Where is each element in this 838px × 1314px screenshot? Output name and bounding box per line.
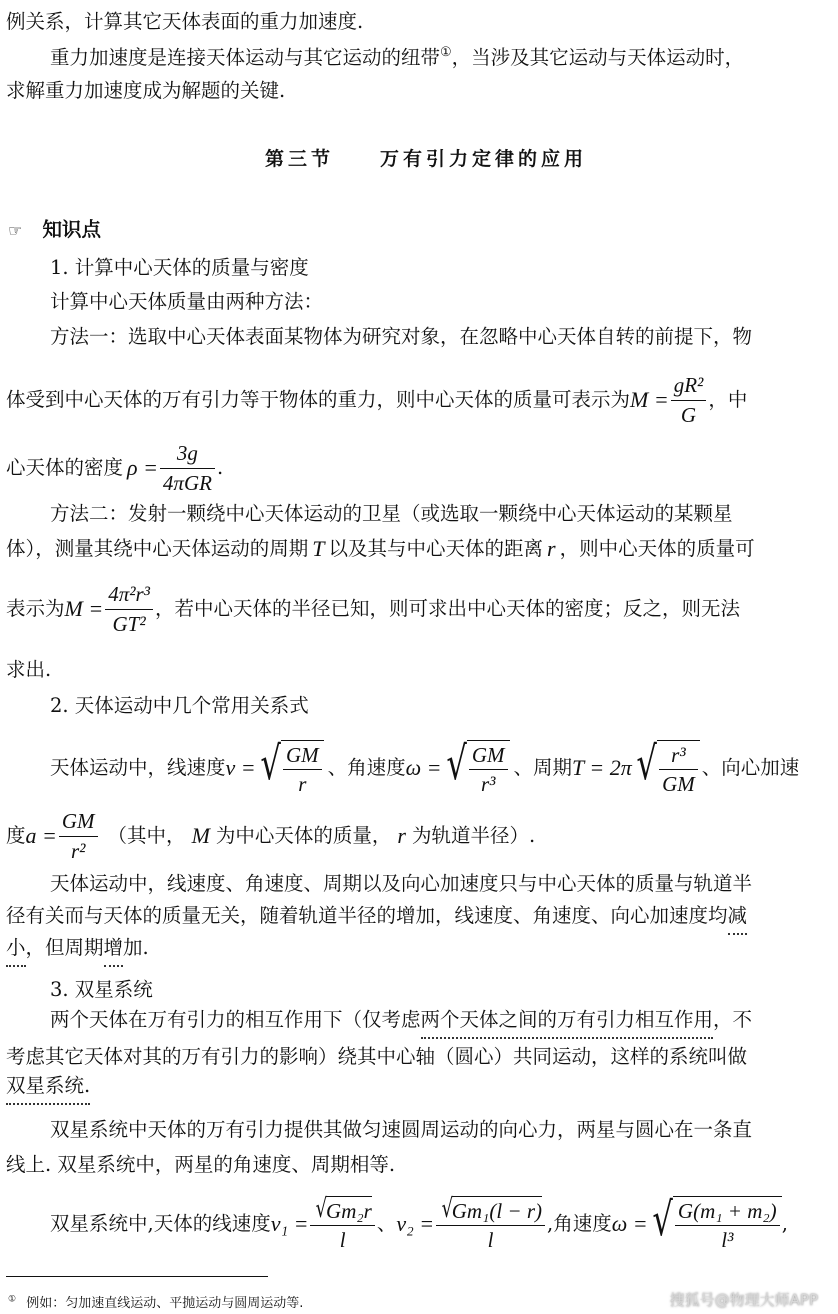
fraction-numerator: r³	[659, 743, 698, 770]
paragraph-text: ，若中心天体的半径已知，则可求出中心天体的密度；反之，则无法	[154, 597, 740, 621]
text-line	[6, 12, 363, 32]
paragraph-text: 体），测量其绕中心天体运动的周期	[6, 537, 309, 561]
square-root: √ $\frac{GM}{\text{r³}}$	[442, 740, 510, 796]
fraction-denominator: r	[298, 772, 307, 796]
text-line	[6, 81, 285, 101]
text-line	[6, 440, 223, 496]
paragraph-text: 方法一：选取中心天体表面某物体为研究对象，在忽略中心天体自转的前提下，物	[50, 325, 753, 348]
fraction	[310, 1196, 374, 1253]
paragraph-text: 线上. 双星系统中，两星的角速度、周期相等.	[6, 1153, 396, 1176]
paragraph-text: 考虑其它天体对其的万有引力的影响）绕其中心轴（圆心）共同运动，这样的系统叫做	[6, 1045, 748, 1068]
subheading: 2. 天体运动中几个常用关系式	[50, 694, 309, 717]
text-line	[6, 808, 535, 864]
footnote-separator	[6, 1276, 268, 1277]
paragraph-text: 心天体的密度	[6, 456, 124, 480]
square-root: √ $\frac{\text{G(m₁ + m₂)}}{\text{l³}}$	[648, 1196, 782, 1252]
paragraph-text: 径有关而与天体的质量无关，随着轨道半径的增加，线速度、角速度、向心加速度均	[6, 904, 728, 927]
text-line	[6, 938, 149, 958]
emphasis-text: 增	[104, 936, 124, 967]
paragraph-text: 体受到中心天体的万有引力等于物体的重力，则中心天体的质量可表示为	[6, 388, 631, 412]
paragraph-text: 天体运动中，线速度	[50, 756, 226, 780]
text-line	[50, 1190, 788, 1258]
paragraph-text: 例关系，计算其它天体表面的重力加速度.	[6, 10, 364, 33]
paragraph-text: .	[216, 456, 224, 480]
formula-lhs: v₂ =	[396, 1211, 435, 1236]
paragraph-text: ,角速度	[547, 1212, 612, 1236]
formula-lhs: v₁ =	[270, 1211, 309, 1236]
fraction-numerator: 3g	[160, 441, 215, 468]
square-root: √ Gm₂r	[315, 1194, 372, 1225]
paragraph-text: 、向心加速	[701, 756, 800, 780]
symbol: M	[191, 823, 210, 848]
punctuation: ,	[781, 1212, 788, 1236]
formula-lhs: v =	[225, 755, 256, 780]
paragraph-text: （其中，	[107, 824, 186, 848]
paragraph-text: 、	[376, 1212, 397, 1236]
paragraph-text: 求出.	[6, 658, 52, 681]
paragraph-text: 天体运动中，线速度、角速度、周期以及向心加速度只与中心天体的质量与轨道半	[50, 872, 753, 895]
fraction-numerator: GM	[283, 743, 322, 770]
fraction-denominator: l	[339, 1228, 346, 1253]
text-line	[50, 735, 799, 801]
formula-lhs: ρ =	[127, 455, 158, 480]
emphasis-text: 两个天体之间的万有引力相互作用	[421, 1008, 714, 1039]
fraction-numerator: 4π²r³	[105, 582, 153, 609]
fraction-denominator: GT²	[112, 611, 146, 636]
text-line	[6, 906, 747, 926]
formula-lhs: M =	[64, 596, 104, 621]
text-line	[6, 538, 755, 560]
fraction	[659, 743, 698, 796]
square-root: √ $\frac{\text{r³}}{GM}$	[632, 740, 700, 796]
paragraph-text: 为中心天体的质量，	[215, 824, 392, 848]
fraction	[160, 441, 215, 494]
paragraph-text: 为轨道半径）.	[411, 824, 536, 848]
emphasis-text: 双星系统.	[6, 1074, 90, 1105]
paragraph-text: 双星系统中,天体的线速度	[50, 1212, 271, 1236]
pointing-hand-icon: ☞	[8, 221, 23, 240]
text-line	[50, 1010, 752, 1030]
fraction-denominator: GM	[662, 772, 695, 796]
paragraph-text: ，当涉及其它运动与天体运动时，	[451, 46, 745, 69]
fraction	[59, 809, 98, 862]
heading-text: 知识点	[42, 218, 102, 241]
footnote-marker[interactable]: ①	[440, 45, 452, 60]
paragraph-text: 求解重力加速度成为解题的关键.	[6, 79, 286, 102]
radicand: Gm₂r	[326, 1196, 372, 1223]
paragraph-text: ，则中心天体的质量可	[559, 537, 755, 561]
paragraph-text: 、周期	[513, 756, 573, 780]
text-line	[6, 370, 747, 430]
emphasis-text: 小	[6, 936, 26, 967]
paragraph-text: 方法二：发射一颗绕中心天体运动的卫星（或选取一颗绕中心天体运动的某颗星	[50, 502, 733, 525]
paragraph-text: ，中	[708, 388, 748, 412]
paragraph-text: ，但周期	[25, 936, 104, 959]
fraction-denominator: r³	[480, 772, 496, 796]
paragraph-text: 加.	[123, 936, 149, 959]
fraction	[671, 373, 707, 426]
paragraph-text: 度	[6, 824, 26, 848]
formula-lhs: ω =	[611, 1211, 648, 1236]
text-line	[50, 46, 744, 68]
subheading: 1. 计算中心天体的质量与密度	[50, 256, 309, 279]
footnote-marker: ①	[8, 1294, 17, 1305]
footnote	[8, 1292, 303, 1311]
subheading: 3. 双星系统	[50, 978, 153, 1001]
footnote-text: 例如：匀加速直线运动、平抛运动与圆周运动等.	[26, 1296, 304, 1311]
formula-lhs: a =	[25, 823, 57, 848]
formula-lhs: T = 2π	[572, 755, 632, 780]
square-root: √ $\frac{GM}{r}$	[256, 740, 324, 796]
paragraph-text: 两个天体在万有引力的相互作用下（仅考虑	[50, 1008, 421, 1031]
paragraph-text: 、角速度	[327, 756, 406, 780]
symbol: T	[312, 536, 325, 561]
paragraph-text: ，不	[713, 1008, 753, 1031]
knowledge-point-heading	[8, 220, 101, 240]
fraction	[436, 1196, 545, 1253]
symbol: r	[547, 536, 556, 561]
fraction	[675, 1199, 780, 1252]
fraction-denominator: 4πGR	[162, 470, 212, 495]
square-root: √ Gm₁(l − r)	[441, 1194, 543, 1225]
fraction	[469, 743, 508, 796]
fraction-numerator: GM	[59, 809, 98, 836]
watermark: 搜狐号@物理大师APP	[669, 1291, 818, 1309]
fraction-denominator: l³	[721, 1228, 734, 1252]
fraction	[283, 743, 322, 796]
fraction-numerator: gR²	[671, 373, 707, 400]
fraction-denominator: l	[487, 1228, 494, 1253]
paragraph-text: 计算中心天体质量由两种方法：	[50, 290, 324, 313]
fraction-denominator: r²	[70, 838, 86, 863]
symbol: r	[397, 823, 406, 848]
fraction-denominator: G	[680, 402, 697, 427]
paragraph-text: 双星系统中天体的万有引力提供其做匀速圆周运动的向心力，两星与圆心在一条直	[50, 1118, 753, 1141]
paragraph-text: 重力加速度是连接天体运动与其它运动的纽带	[50, 46, 441, 69]
fraction	[105, 582, 153, 635]
paragraph-text: 表示为	[6, 597, 65, 621]
emphasis-text: 减	[728, 904, 748, 935]
radicand: Gm₁(l − r)	[452, 1196, 542, 1223]
formula-lhs: ω =	[405, 755, 442, 780]
fraction-numerator	[436, 1196, 545, 1227]
formula-lhs: M =	[630, 387, 669, 412]
paragraph-text: 以及其与中心天体的距离	[328, 537, 544, 561]
fraction-numerator: GM	[469, 743, 508, 770]
text-line	[6, 1076, 90, 1096]
section-title: 第三节 万有引力定律的应用	[265, 148, 588, 170]
text-line	[6, 578, 740, 640]
fraction-numerator	[310, 1196, 374, 1227]
fraction-numerator: G(m₁ + m₂)	[675, 1199, 780, 1226]
